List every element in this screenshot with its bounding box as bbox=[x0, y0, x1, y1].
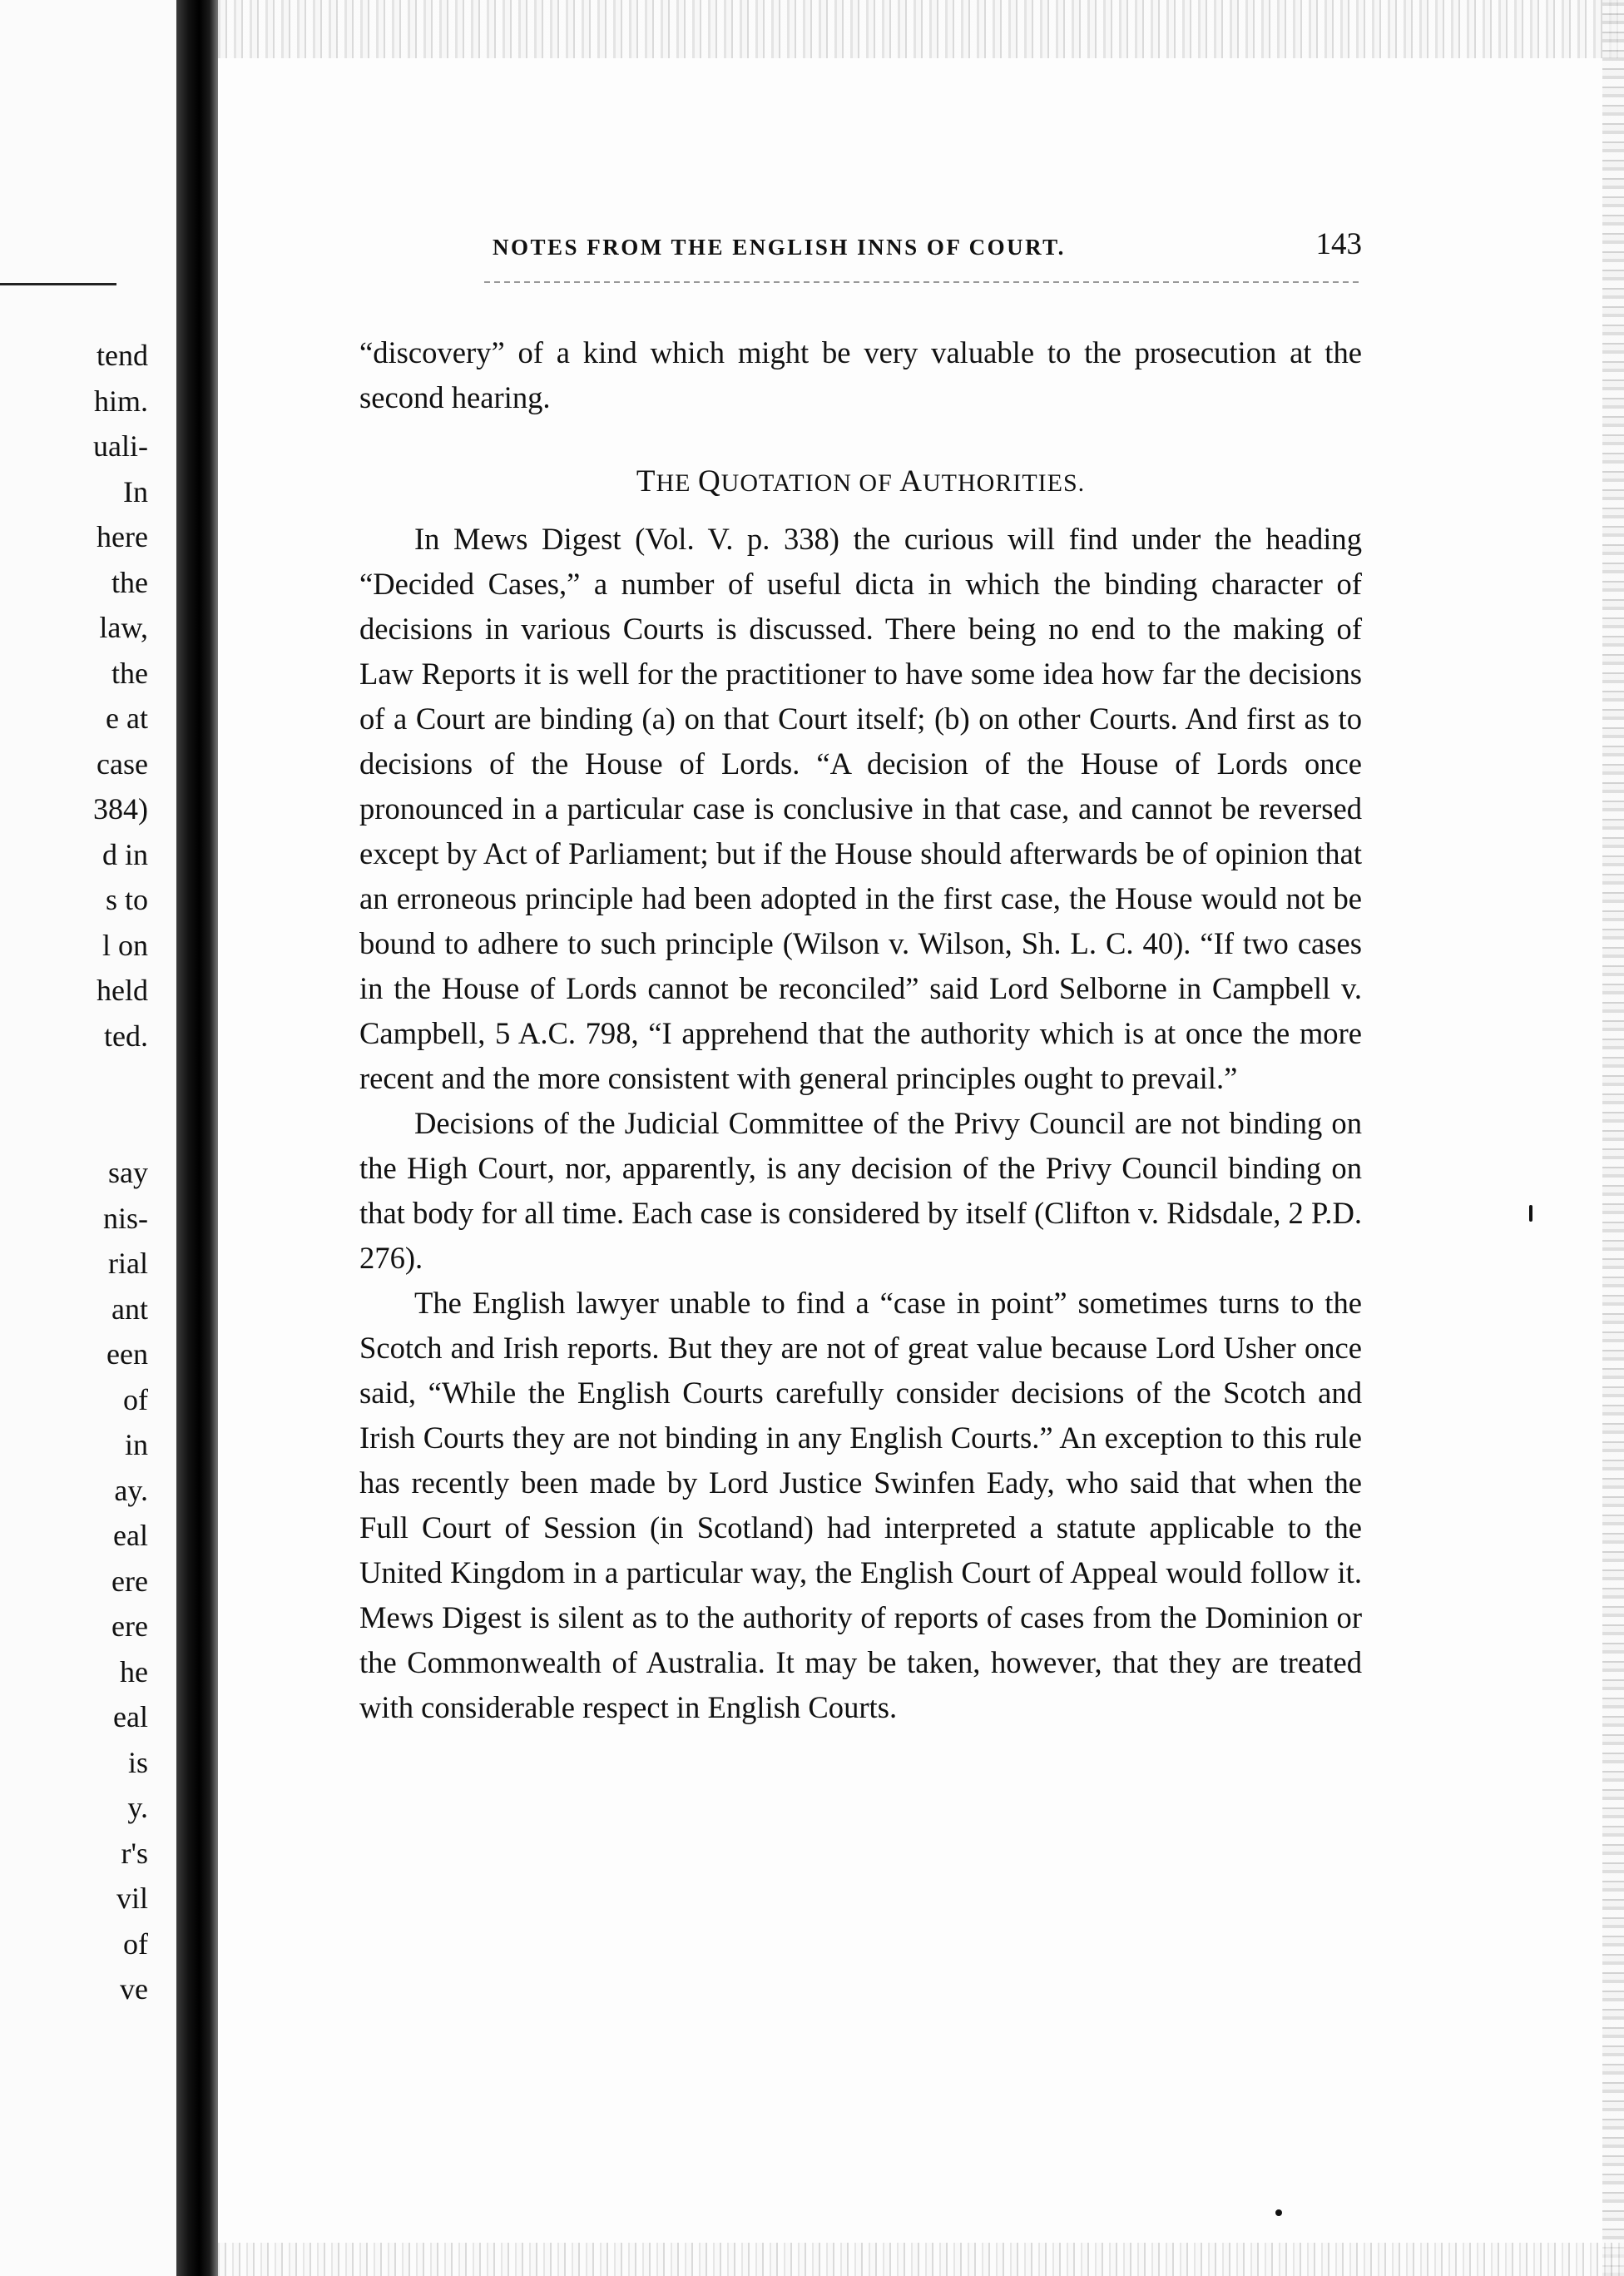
paragraph: Decisions of the Judicial Committee of the Privy Council are not binding on the High Court, nor, apparently, is any decision of the Privy Council binding on that body for all time. Each case is considered by itself (Clifton v. Ridsdale, 2 P.D. 276). bbox=[359, 1106, 1362, 1275]
section-title-part: Q bbox=[697, 464, 721, 498]
scan-noise-top bbox=[218, 0, 1624, 58]
adjacent-page-fragment: y. bbox=[127, 1791, 148, 1824]
adjacent-page-fragment: ere bbox=[111, 1564, 148, 1598]
scan-edge-right bbox=[1602, 0, 1624, 2276]
adjacent-page-fragment: ted. bbox=[104, 1019, 148, 1053]
adjacent-page-fragment: 384) bbox=[93, 792, 148, 826]
adjacent-page-fragment: ant bbox=[111, 1292, 148, 1326]
adjacent-page-fragment: l on bbox=[102, 928, 148, 962]
adjacent-page-fragment: In bbox=[123, 474, 148, 508]
adjacent-page-fragment: law, bbox=[99, 611, 148, 644]
adjacent-page-fragment: eal bbox=[113, 1519, 148, 1552]
paragraph: The English lawyer unable to find a “case in point” sometimes turns to the Scotch and Irish reports. But they are not of great value because Lord Usher once said, “While the English Courts carefully consider decisions of the Scotch and Irish Courts they are not binding in any English Courts.” An exception to this rule has recently been made by Lord Justice Swinfen Eady, who said that when the Full Court of Session (in Scotland) had interpreted a statute applicable to the United Kingdom in a particular way, the English Court of Appeal would follow it. Mews Digest is silent as to the authority of reports of cases from the Dominion or the Commonwealth of Australia. It may be taken, however, that they are treated with considerable respect in English Courts. bbox=[359, 1286, 1362, 1724]
adjacent-page-fragment: of bbox=[123, 1382, 148, 1416]
adjacent-page-fragment: ay. bbox=[114, 1473, 148, 1507]
adjacent-page-fragment: eal bbox=[113, 1700, 148, 1733]
adjacent-page-fragment: een bbox=[106, 1337, 148, 1371]
section-title-part: UOTATION OF bbox=[720, 469, 900, 497]
adjacent-page-fragment: in bbox=[124, 1428, 148, 1461]
section-title-part: A bbox=[899, 464, 923, 498]
running-head bbox=[359, 225, 1362, 275]
adjacent-page-fragment: d in bbox=[102, 837, 148, 871]
adjacent-page-fragment: the bbox=[111, 565, 148, 599]
adjacent-page-fragment: he bbox=[120, 1654, 148, 1688]
adjacent-page-fragment: r's bbox=[121, 1836, 148, 1870]
running-head-title: NOTES FROM THE ENGLISH INNS OF COURT. bbox=[493, 235, 1066, 260]
adjacent-page-fragment: e at bbox=[106, 702, 148, 735]
book-gutter bbox=[176, 0, 218, 2276]
scan-noise-bottom bbox=[218, 2243, 1624, 2276]
adjacent-page-fragment: here bbox=[97, 520, 148, 553]
page-number: 143 bbox=[1315, 227, 1362, 261]
paragraph: In Mews Digest (Vol. V. p. 338) the curious will find under the heading “Decided Cases,” a number of useful dicta in which the binding character of decisions in various Courts is discussed. There being no end to the making of Law Reports it is well for the practitioner to have some idea how far the decisions of a Court are binding (a) on that Court itself; (b) on other Courts. And first as to decisions of the House of Lords. “A decision of the House of Lords once pronounced in a particular case is conclusive in that case, and cannot be reversed except by Act of Parliament; but if the House should afterwards be of opinion that an erroneous principle had been adopted in the first case, the House would not be bound to adhere to such principle (Wilson v. Wilson, Sh. L. C. 40). “If two cases in the House of Lords cannot be reconciled” said Lord Selborne in Campbell v. Campbell, 5 A.C. 798, “I apprehend that the authority which is at once the more recent and the more consistent with general principles ought to prevail.” bbox=[359, 522, 1362, 1095]
adjacent-page-fragment: of bbox=[123, 1926, 148, 1961]
section-title-part: HE bbox=[656, 469, 698, 497]
fragment-gap bbox=[15, 1059, 148, 1150]
adjacent-page-fragment: rial bbox=[108, 1247, 148, 1280]
adjacent-page-fragment: nis- bbox=[103, 1201, 148, 1235]
body-text bbox=[359, 330, 1362, 1730]
adjacent-page-fragment: uali- bbox=[93, 429, 148, 463]
adjacent-page-fragment: ere bbox=[111, 1609, 148, 1643]
ink-speck bbox=[1275, 2209, 1282, 2216]
adjacent-page-text bbox=[15, 333, 148, 2012]
adjacent-page-strip bbox=[0, 0, 176, 2276]
page-content bbox=[359, 225, 1362, 1724]
ink-speck bbox=[1529, 1205, 1532, 1222]
adjacent-page-fragment: ve bbox=[120, 1972, 148, 2006]
adjacent-page-fragment: the bbox=[111, 656, 148, 690]
adjacent-page-fragment: say bbox=[108, 1156, 148, 1189]
section-title bbox=[359, 464, 1362, 502]
adjacent-page-fragment: vil bbox=[116, 1882, 148, 1915]
opening-paragraph: “discovery” of a kind which might be very valuable to the prosecution at the second hearing. bbox=[359, 335, 1362, 414]
adjacent-page-fragment: held bbox=[97, 974, 148, 1007]
section-title-part: UTHORITIES. bbox=[923, 469, 1086, 497]
adjacent-page-fragment: him. bbox=[93, 384, 148, 418]
adjacent-page-fragment: s to bbox=[105, 883, 148, 916]
adjacent-page-fragment: case bbox=[97, 746, 148, 781]
section-title-part: T bbox=[636, 464, 656, 498]
adjacent-page-rule bbox=[0, 283, 116, 285]
running-head-rule bbox=[484, 281, 1362, 283]
adjacent-page-fragment: tend bbox=[97, 339, 148, 372]
adjacent-page-fragment: is bbox=[127, 1745, 148, 1779]
